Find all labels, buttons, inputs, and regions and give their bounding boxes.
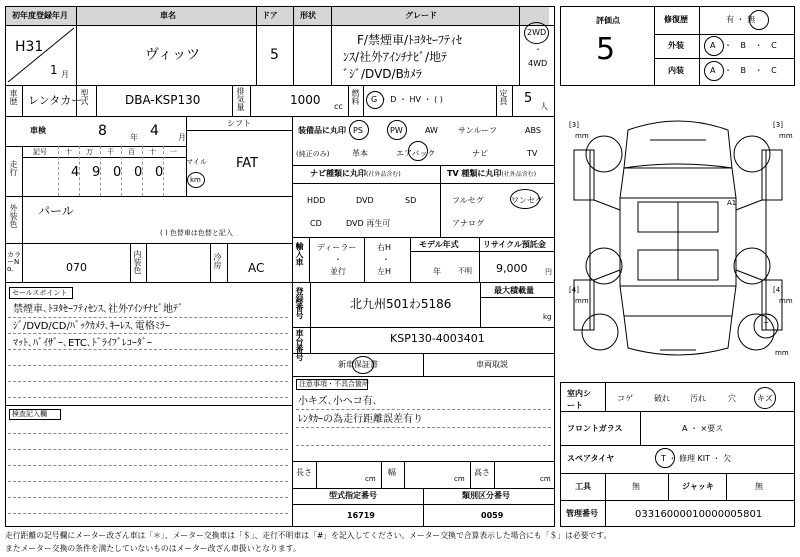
mileage-divider	[100, 146, 101, 196]
import-dealer: ディーラー	[317, 243, 357, 252]
max-load-label: 最大積載量	[494, 286, 534, 295]
import-dot: ・	[334, 255, 342, 264]
mile-label: マイル	[186, 158, 207, 166]
grade-line-2: ﾝｽ/社外ｱｲﾝﾁﾅﾋﾞ/地ﾃ	[343, 50, 448, 64]
mileage-digit: 9	[92, 165, 101, 180]
tire-rl-num: 4	[571, 286, 577, 294]
spare-mm: mm	[775, 349, 789, 357]
length-cm: cm	[365, 475, 376, 483]
tire-fr-value: [3]	[773, 121, 783, 129]
tv-oneseg: ワンセグ	[511, 196, 543, 205]
navi-dvd-play: DVD 再生可	[346, 219, 391, 228]
capacity-label: 定員	[499, 89, 508, 105]
spare-tire-mark: T	[764, 321, 769, 329]
class-label: 類別区分番号	[462, 491, 510, 500]
warranty-label: 新車保証書	[338, 360, 378, 369]
tire-rr-num: 4	[775, 286, 781, 294]
displacement-label: 排気量	[236, 87, 245, 111]
exterior-label: 外装	[668, 41, 684, 50]
footer-line-1: 走行距離の記号欄にメーター改ざん車は「＊」、メーター交換車は「＄」、走行不明車は「#」を記入してください。メーター交換で合算表示した場合にも「＄」は必要です。	[5, 531, 612, 540]
width-cm: cm	[454, 475, 465, 483]
ac-value: AC	[248, 261, 265, 275]
recycle-yen: 円	[545, 268, 552, 276]
seat-item-burn: コゲ	[617, 394, 633, 403]
tire-rl-value: [4]	[569, 286, 579, 294]
tire-fr-num: 3	[775, 121, 781, 129]
navi-title-text: ナビ種類に丸印	[310, 169, 366, 178]
tv-fullseg: フルセグ	[452, 196, 484, 205]
color-label: 外装色	[9, 204, 18, 228]
chassis-value: KSP130-4003401	[390, 332, 485, 345]
notes-line-2: ﾚﾝﾀｶｰの為走行距離誤差有り	[298, 414, 423, 425]
equip-pw: PW	[390, 126, 403, 135]
car-name-label: 車名	[160, 11, 176, 20]
equip-aw: AW	[425, 126, 438, 135]
km-label: km	[190, 176, 201, 184]
spare-value: T ・ 修理 KIT ・ 欠	[661, 454, 732, 463]
color-value: パール	[38, 204, 74, 218]
width-label: 幅	[388, 468, 396, 477]
first-reg-label: 初年度登録年月	[12, 11, 68, 20]
cc-label: cc	[334, 102, 343, 111]
mileage-unit: 千	[107, 148, 114, 156]
mileage-divider	[163, 146, 164, 196]
sales-line-2: ｼﾞ/DVD/CD/ﾊﾞｯｸｶﾒﾗ､ｷｰﾚｽ､電格ﾐﾗｰ	[13, 321, 170, 332]
height-label: 高さ	[474, 468, 490, 477]
score-label: 評価点	[596, 16, 620, 25]
seat-label: 室内シート	[567, 389, 591, 410]
mileage-digit: 0	[155, 165, 164, 180]
mileage-unit: 万	[86, 148, 93, 156]
mgmt-value: 03316000010000005801	[635, 509, 763, 520]
tire-fl-value: [3]	[569, 121, 579, 129]
navi-note: (社外品含む)	[366, 171, 401, 178]
capacity-unit: 人	[540, 102, 548, 111]
inspection-month-unit: 月	[178, 133, 186, 142]
interior-label: 内装	[668, 66, 684, 75]
model-label: 型式	[80, 89, 89, 105]
mileage-digit: 0	[113, 165, 122, 180]
max-load-kg: kg	[543, 313, 552, 321]
model-year-unit: 年	[433, 267, 441, 276]
tire-rr-mm: mm	[779, 297, 793, 305]
equip-tv: TV	[527, 149, 538, 158]
tools-value: 無	[632, 482, 640, 491]
import-right-h: 右H	[377, 243, 392, 252]
seat-item-hole: 穴	[728, 394, 736, 403]
class-value: 0059	[481, 511, 504, 520]
interior-color-label: 内装色	[133, 250, 142, 274]
color-note: ( ) 色替車は色替と記入	[160, 229, 233, 237]
type-designation-value: 16719	[347, 511, 375, 520]
inspection-month: 4	[150, 123, 159, 139]
inspection-year: 8	[98, 123, 107, 139]
first-reg-era: H31	[15, 39, 44, 55]
seat-item-scratch: キズ	[757, 394, 773, 403]
mileage-digit: 0	[134, 165, 143, 180]
use-value: レンタカー	[28, 94, 83, 107]
navi-hdd: HDD	[307, 196, 326, 205]
equipment-title: 装備品に丸印	[298, 126, 346, 135]
mileage-label: 走行	[9, 160, 18, 176]
recycle-value: 9,000	[496, 262, 528, 275]
use-label: 車歴	[9, 89, 18, 105]
door-count: 5	[270, 47, 279, 63]
fuel-label: 燃料	[351, 89, 360, 105]
manual-label: 車両取説	[476, 360, 508, 369]
navi-dvd: DVD	[356, 196, 374, 205]
damage-a1: A1	[727, 199, 737, 207]
grade-label: グレード	[405, 11, 437, 20]
navi-sd: SD	[405, 196, 417, 205]
notes-label: 注意事項・不具合箇所	[299, 380, 369, 388]
equip-leather: 革本	[352, 149, 368, 158]
model-year-label: モデル年式	[419, 240, 459, 249]
type-designation-label: 型式指定番号	[329, 491, 377, 500]
drive-2wd: 2WD	[527, 28, 547, 37]
registration-label: 登録番号	[295, 287, 304, 319]
mileage-unit: 百	[128, 148, 135, 156]
fuel-options: G ・ D ・ HV ・ ( )	[371, 95, 443, 104]
equip-sunroof: サンルーフ	[458, 126, 497, 135]
tv-title	[447, 170, 536, 178]
equip-airbag: エアバック	[396, 149, 436, 158]
equip-abs: ABS	[525, 126, 541, 135]
tv-title-text: TV 種類に丸印	[447, 169, 502, 178]
repair-options: 有 ・ 無	[726, 15, 756, 24]
glass-label: フロントガラス	[567, 424, 623, 433]
score-value: 5	[596, 32, 616, 67]
seat-item-tear: 破れ	[654, 394, 670, 403]
inspection-note-label: 検査記入欄	[12, 410, 47, 418]
car-name: ヴィッツ	[145, 47, 201, 63]
equip-navi: ナビ	[472, 149, 488, 158]
model-year-unknown: 不明	[458, 267, 472, 275]
grade-line-1: F/禁煙車/ﾄﾖﾀｾｰﾌﾃｨｾ	[357, 33, 462, 47]
tire-rl-mm: mm	[575, 297, 589, 305]
import-left-h: 左H	[377, 267, 392, 276]
length-label: 長さ	[296, 468, 312, 477]
equipment-subtitle: (純正のみ)	[296, 150, 330, 158]
equip-ps: PS	[353, 126, 363, 135]
mileage-unit: 一	[170, 148, 177, 156]
tv-analog: アナログ	[452, 219, 484, 228]
mileage-divider	[58, 146, 59, 196]
color-no: 070	[66, 261, 87, 274]
jack-value: 無	[755, 482, 763, 491]
sales-point-label: セールスポイント	[12, 289, 68, 297]
import-dot2: ・	[382, 255, 390, 264]
tire-rr-value: [4]	[773, 286, 783, 294]
mileage-unit: 十	[149, 148, 156, 156]
sales-line-1: 禁煙車､ﾄﾖﾀｾｰﾌﾃｨｾﾝｽ､社外ｱｲﾝﾁﾅﾋﾞ地ﾃﾞ	[13, 304, 183, 315]
spare-label: スペアタイヤ	[567, 454, 615, 463]
mileage-unit: 十	[65, 148, 72, 156]
seat-item-stain: 汚れ	[690, 394, 706, 403]
glass-value: A ・ ×要ス	[682, 424, 724, 433]
capacity-value: 5	[524, 91, 533, 106]
exterior-grades: A ・ B ・ C	[710, 41, 777, 50]
chassis-label: 車台番号	[295, 329, 304, 361]
height-cm: cm	[540, 475, 551, 483]
tools-label: 工具	[575, 482, 591, 491]
tv-note: (社外品含む)	[501, 171, 537, 178]
shift-label: シフト	[227, 119, 251, 128]
import-label: 輸入車	[295, 242, 304, 266]
shift-value: FAT	[236, 156, 259, 171]
sales-line-3: ﾏｯﾄ､ﾊﾞｲｻﾞｰ､ETC､ﾄﾞﾗｲﾌﾞﾚｺｰﾀﾞｰ	[13, 338, 152, 349]
shape-label: 形状	[300, 11, 316, 20]
jack-label: ジャッキ	[682, 482, 714, 491]
navi-cd: CD	[310, 219, 322, 228]
mgmt-label: 管理番号	[566, 509, 598, 518]
tire-fl-mm: mm	[575, 132, 589, 140]
mileage-divider	[79, 146, 80, 196]
door-label: ドア	[262, 11, 278, 20]
footer-line-2: またメーター交換の条件を満たしていないものはメーター改ざん車扱いとなります。	[5, 544, 301, 553]
mileage-digit: 4	[71, 165, 80, 180]
mileage-mark-label: 記号	[33, 148, 47, 156]
displacement-value: 1000	[290, 93, 321, 107]
import-parallel: 並行	[330, 267, 346, 276]
inspection-year-unit: 年	[130, 133, 138, 142]
mileage-divider	[142, 146, 143, 196]
car-diagram	[560, 90, 795, 380]
tire-fr-mm: mm	[779, 132, 793, 140]
interior-grades: A ・ B ・ C	[710, 66, 777, 75]
tire-fl-num: 3	[571, 121, 577, 129]
notes-line-1: 小キズ､小ヘコ有､	[298, 396, 378, 407]
color-no-label: カラーNo.	[7, 251, 21, 273]
first-reg-month-unit: 月	[61, 70, 69, 79]
inspection-label: 車検	[30, 126, 46, 135]
navi-title	[310, 170, 401, 178]
drive-4wd: 4WD	[528, 59, 548, 68]
mileage-divider	[121, 146, 122, 196]
repair-label: 修復歴	[664, 15, 688, 24]
first-reg-month: 1	[50, 63, 58, 77]
grade-line-3: ﾞｼﾞ/DVD/Bｶﾒﾗ	[343, 67, 422, 81]
recycle-label: リサイクル預託金	[483, 240, 546, 249]
model-value: DBA-KSP130	[125, 93, 201, 107]
ac-label: 冷房	[213, 253, 222, 269]
registration-value: 北九州501わ5186	[350, 297, 452, 311]
drive-dot: ・	[534, 45, 542, 54]
